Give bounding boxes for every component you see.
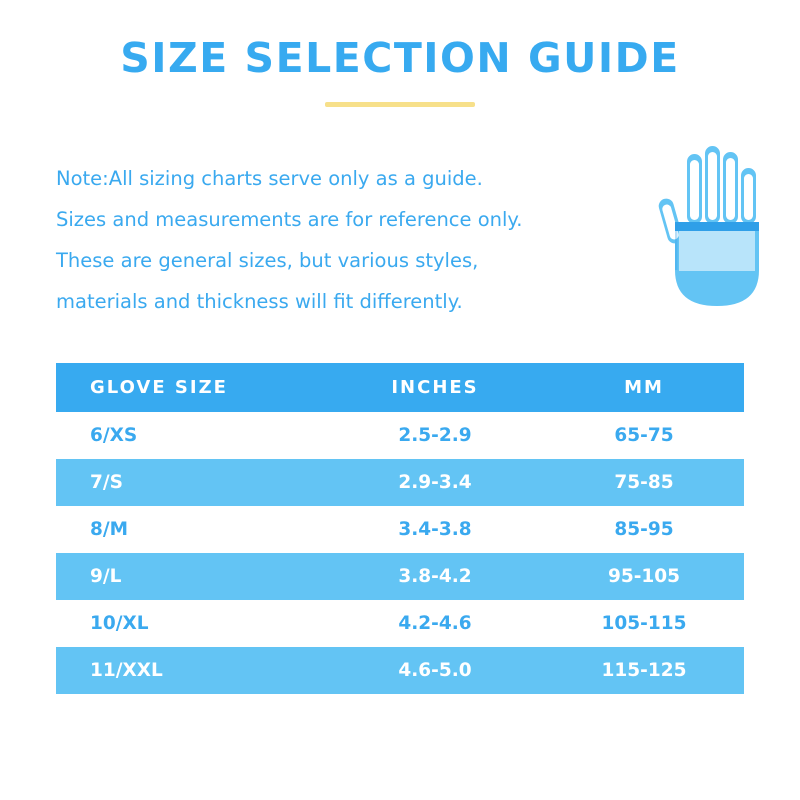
cell-glove-size: 6/XS [90, 425, 138, 446]
column-header-inches: INCHES [391, 377, 479, 398]
cell-glove-size: 10/XL [90, 613, 149, 634]
cell-glove-size: 8/M [90, 519, 129, 540]
page-title: SIZE SELECTION GUIDE [120, 34, 680, 82]
note-line: Sizes and measurements are for reference only. [56, 208, 523, 231]
size-table [56, 363, 744, 694]
note-line: Note:All sizing charts serve only as a guide. [56, 167, 483, 190]
table-row [56, 553, 744, 600]
cell-mm: 95-105 [607, 566, 681, 587]
note-line: These are general sizes, but various styles, [56, 249, 479, 272]
table-header-row [56, 363, 744, 412]
table-row [56, 506, 744, 553]
title-underline-divider [325, 102, 475, 107]
cell-glove-size: 9/L [90, 566, 122, 587]
cell-glove-size: 11/XXL [90, 660, 163, 681]
cell-inches: 4.6-5.0 [398, 660, 472, 681]
cell-inches: 3.8-4.2 [398, 566, 472, 587]
note-line: materials and thickness will fit differently. [56, 290, 463, 313]
table-row [56, 600, 744, 647]
cell-inches: 4.2-4.6 [398, 613, 472, 634]
cell-mm: 115-125 [601, 660, 687, 681]
column-header-glove-size: GLOVE SIZE [90, 377, 228, 398]
cell-mm: 75-85 [614, 472, 674, 493]
cell-inches: 3.4-3.8 [398, 519, 472, 540]
cell-inches: 2.5-2.9 [398, 425, 472, 446]
table-row [56, 459, 744, 506]
cell-mm: 65-75 [614, 425, 674, 446]
cell-mm: 85-95 [614, 519, 674, 540]
cell-glove-size: 7/S [90, 472, 123, 493]
cell-mm: 105-115 [601, 613, 687, 634]
glove-icon [655, 138, 775, 318]
table-row [56, 412, 744, 459]
cell-inches: 2.9-3.4 [398, 472, 472, 493]
note-block [56, 158, 656, 322]
table-row [56, 647, 744, 694]
column-header-mm: MM [624, 377, 664, 398]
